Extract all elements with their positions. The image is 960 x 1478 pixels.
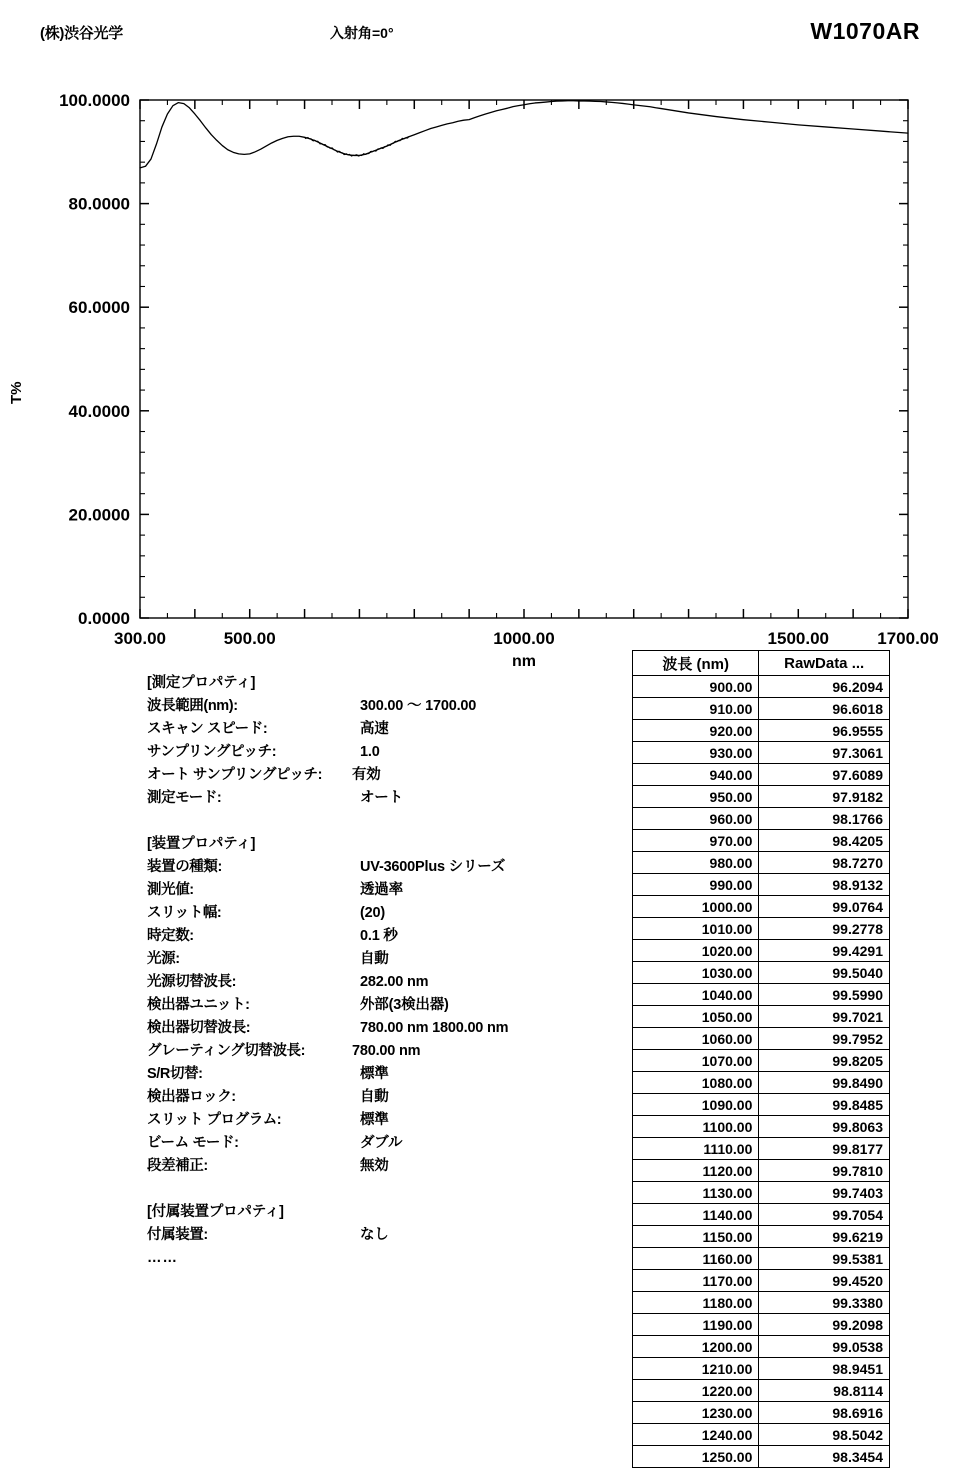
cell-wavelength: 970.00 bbox=[633, 830, 759, 852]
property-value: 自動 bbox=[360, 951, 389, 967]
table-row bbox=[633, 1358, 890, 1380]
property-row bbox=[147, 856, 627, 879]
x-axis-title: nm bbox=[512, 653, 536, 666]
cell-wavelength: 930.00 bbox=[633, 742, 759, 764]
table-row bbox=[633, 1072, 890, 1094]
property-row bbox=[147, 994, 627, 1017]
x-tick-label: 1500.00 bbox=[767, 629, 830, 648]
property-row bbox=[147, 1155, 627, 1178]
x-tick-label: 1700.00 bbox=[877, 629, 939, 648]
company-name: (株)渋谷光学 bbox=[40, 25, 123, 42]
table-row bbox=[633, 1050, 890, 1072]
spacer bbox=[147, 1178, 627, 1201]
cell-wavelength: 1010.00 bbox=[633, 918, 759, 940]
property-key: 検出器切替波長: bbox=[147, 1020, 251, 1036]
cell-rawdata: 98.9132 bbox=[759, 874, 890, 896]
y-axis-title: T% bbox=[8, 381, 25, 404]
table-row bbox=[633, 940, 890, 962]
property-row bbox=[147, 1109, 627, 1132]
cell-wavelength: 980.00 bbox=[633, 852, 759, 874]
cell-wavelength: 1000.00 bbox=[633, 896, 759, 918]
property-value: 標準 bbox=[360, 1066, 389, 1082]
property-value: 0.1 秒 bbox=[360, 928, 398, 944]
property-key: 光源切替波長: bbox=[147, 974, 237, 990]
column-header-wavelength: 波長 (nm) bbox=[633, 651, 759, 676]
property-value: 無効 bbox=[360, 1158, 389, 1174]
property-value: 300.00 ～ 1700.00 bbox=[360, 698, 477, 714]
cell-wavelength: 1130.00 bbox=[633, 1182, 759, 1204]
property-value: ダブル bbox=[360, 1135, 403, 1151]
property-row bbox=[147, 1086, 627, 1109]
property-row bbox=[147, 718, 627, 741]
table-row bbox=[633, 1006, 890, 1028]
cell-wavelength: 1230.00 bbox=[633, 1402, 759, 1424]
property-row bbox=[147, 1224, 627, 1247]
cell-rawdata: 97.9182 bbox=[759, 786, 890, 808]
property-key: 時定数: bbox=[147, 928, 194, 944]
cell-rawdata: 99.8490 bbox=[759, 1072, 890, 1094]
measurement-properties-heading: [測定プロパティ] bbox=[147, 675, 256, 691]
property-key: 測定モード: bbox=[147, 790, 222, 806]
column-header-rawdata: RawData ... bbox=[759, 651, 890, 676]
x-tick-label: 1000.00 bbox=[493, 629, 555, 648]
y-tick-label: 60.0000 bbox=[68, 298, 130, 318]
property-key: S/R切替: bbox=[147, 1066, 203, 1082]
spectrum-curve bbox=[140, 101, 908, 168]
spectrum-plot bbox=[0, 86, 960, 666]
accessory-properties-heading: [付属装置プロパティ] bbox=[147, 1204, 284, 1220]
table-row bbox=[633, 1160, 890, 1182]
cell-rawdata: 99.2098 bbox=[759, 1314, 890, 1336]
property-value: 有効 bbox=[352, 767, 381, 783]
property-row bbox=[147, 902, 627, 925]
cell-wavelength: 1240.00 bbox=[633, 1424, 759, 1446]
cell-rawdata: 99.6219 bbox=[759, 1226, 890, 1248]
table-row bbox=[633, 1226, 890, 1248]
property-key: 波長範囲(nm): bbox=[147, 698, 238, 714]
property-key: グレーティング切替波長: bbox=[147, 1043, 306, 1059]
table-row bbox=[633, 1314, 890, 1336]
cell-wavelength: 1120.00 bbox=[633, 1160, 759, 1182]
property-key: ビーム モード: bbox=[147, 1135, 239, 1151]
table-row bbox=[633, 720, 890, 742]
cell-rawdata: 99.3380 bbox=[759, 1292, 890, 1314]
incident-angle-label: 入射角=0° bbox=[330, 25, 394, 41]
accessory-properties bbox=[147, 1201, 627, 1270]
raw-data-table bbox=[632, 650, 890, 1468]
instrument-properties bbox=[147, 833, 627, 1178]
y-tick-label: 0.0000 bbox=[78, 609, 130, 628]
property-key: スリット プログラム: bbox=[147, 1112, 282, 1128]
cell-wavelength: 1150.00 bbox=[633, 1226, 759, 1248]
cell-wavelength: 1020.00 bbox=[633, 940, 759, 962]
cell-wavelength: 1210.00 bbox=[633, 1358, 759, 1380]
cell-rawdata: 98.5042 bbox=[759, 1424, 890, 1446]
property-row bbox=[147, 764, 627, 787]
cell-rawdata: 96.2094 bbox=[759, 676, 890, 698]
property-row bbox=[147, 948, 627, 971]
property-row bbox=[147, 787, 627, 810]
table-body bbox=[633, 676, 890, 1468]
cell-rawdata: 99.5040 bbox=[759, 962, 890, 984]
property-row bbox=[147, 741, 627, 764]
cell-rawdata: 96.9555 bbox=[759, 720, 890, 742]
property-value: 透過率 bbox=[360, 882, 403, 898]
property-value: 780.00 nm bbox=[352, 1043, 421, 1059]
cell-rawdata: 99.7021 bbox=[759, 1006, 890, 1028]
report-header bbox=[0, 18, 960, 50]
table-row bbox=[633, 808, 890, 830]
table-row bbox=[633, 830, 890, 852]
property-value: 外部(3検出器) bbox=[360, 997, 449, 1013]
property-value: (20) bbox=[360, 905, 385, 921]
property-value: UV-3600Plus シリーズ bbox=[360, 859, 506, 875]
cell-rawdata: 97.6089 bbox=[759, 764, 890, 786]
cell-wavelength: 1040.00 bbox=[633, 984, 759, 1006]
table-row bbox=[633, 786, 890, 808]
table-row bbox=[633, 962, 890, 984]
property-row bbox=[147, 971, 627, 994]
cell-wavelength: 920.00 bbox=[633, 720, 759, 742]
x-tick-label: 500.00 bbox=[223, 629, 276, 648]
table-row bbox=[633, 1138, 890, 1160]
measurement-properties bbox=[147, 672, 627, 810]
cell-rawdata: 99.5381 bbox=[759, 1248, 890, 1270]
property-key: 段差補正: bbox=[147, 1158, 208, 1174]
property-value: 1.0 bbox=[360, 744, 380, 760]
cell-wavelength: 1220.00 bbox=[633, 1380, 759, 1402]
property-key: サンプリングピッチ: bbox=[147, 744, 277, 760]
table-header-row bbox=[633, 651, 890, 676]
cell-rawdata: 99.8205 bbox=[759, 1050, 890, 1072]
table-row bbox=[633, 676, 890, 698]
table-row bbox=[633, 1292, 890, 1314]
property-key: 測光値: bbox=[147, 882, 194, 898]
cell-wavelength: 990.00 bbox=[633, 874, 759, 896]
table-row bbox=[633, 1424, 890, 1446]
cell-wavelength: 940.00 bbox=[633, 764, 759, 786]
cell-wavelength: 1160.00 bbox=[633, 1248, 759, 1270]
x-tick-label: 300.00 bbox=[114, 629, 166, 648]
cell-rawdata: 99.2778 bbox=[759, 918, 890, 940]
property-value: 高速 bbox=[360, 721, 389, 737]
table-row bbox=[633, 1402, 890, 1424]
cell-wavelength: 1180.00 bbox=[633, 1292, 759, 1314]
cell-rawdata: 99.5990 bbox=[759, 984, 890, 1006]
cell-rawdata: 99.7403 bbox=[759, 1182, 890, 1204]
property-key: オート サンプリングピッチ: bbox=[147, 767, 323, 783]
cell-rawdata: 98.6916 bbox=[759, 1402, 890, 1424]
transmittance-chart bbox=[0, 86, 960, 666]
property-value: 780.00 nm 1800.00 nm bbox=[360, 1020, 509, 1036]
cell-rawdata: 98.7270 bbox=[759, 852, 890, 874]
cell-rawdata: 99.8063 bbox=[759, 1116, 890, 1138]
property-value: 自動 bbox=[360, 1089, 389, 1105]
table-row bbox=[633, 1380, 890, 1402]
table-row bbox=[633, 896, 890, 918]
cell-wavelength: 1080.00 bbox=[633, 1072, 759, 1094]
cell-wavelength: 1200.00 bbox=[633, 1336, 759, 1358]
cell-rawdata: 98.9451 bbox=[759, 1358, 890, 1380]
property-value: 282.00 nm bbox=[360, 974, 429, 990]
instrument-properties-heading: [装置プロパティ] bbox=[147, 836, 256, 852]
cell-wavelength: 950.00 bbox=[633, 786, 759, 808]
y-tick-label: 80.0000 bbox=[68, 194, 130, 214]
cell-wavelength: 960.00 bbox=[633, 808, 759, 830]
table-row bbox=[633, 1204, 890, 1226]
table-row bbox=[633, 1446, 890, 1468]
table-row bbox=[633, 764, 890, 786]
cell-wavelength: 910.00 bbox=[633, 698, 759, 720]
sample-name: W1070AR bbox=[810, 18, 920, 44]
cell-rawdata: 98.4205 bbox=[759, 830, 890, 852]
cell-rawdata: 99.8177 bbox=[759, 1138, 890, 1160]
table-row bbox=[633, 852, 890, 874]
property-row bbox=[147, 695, 627, 718]
cell-rawdata: 99.8485 bbox=[759, 1094, 890, 1116]
cell-rawdata: 99.7054 bbox=[759, 1204, 890, 1226]
table-row bbox=[633, 1248, 890, 1270]
property-key: 装置の種類: bbox=[147, 859, 222, 875]
plot-frame bbox=[140, 100, 908, 618]
property-key: 光源: bbox=[147, 951, 180, 967]
properties-panel bbox=[147, 672, 627, 1270]
table-row bbox=[633, 742, 890, 764]
cell-wavelength: 1110.00 bbox=[633, 1138, 759, 1160]
cell-rawdata: 98.8114 bbox=[759, 1380, 890, 1402]
property-row bbox=[147, 1132, 627, 1155]
table-row bbox=[633, 1094, 890, 1116]
cell-wavelength: 1070.00 bbox=[633, 1050, 759, 1072]
y-tick-label: 100.0000 bbox=[59, 91, 130, 110]
table-row bbox=[633, 1116, 890, 1138]
property-row bbox=[147, 1063, 627, 1086]
table-row bbox=[633, 984, 890, 1006]
cell-rawdata: 97.3061 bbox=[759, 742, 890, 764]
cell-wavelength: 1100.00 bbox=[633, 1116, 759, 1138]
cell-rawdata: 98.3454 bbox=[759, 1446, 890, 1468]
property-value: 標準 bbox=[360, 1112, 389, 1128]
cell-wavelength: 1050.00 bbox=[633, 1006, 759, 1028]
cell-wavelength: 900.00 bbox=[633, 676, 759, 698]
y-tick-label: 40.0000 bbox=[68, 401, 130, 421]
spectrum-curve-noise bbox=[305, 136, 409, 156]
cell-wavelength: 1250.00 bbox=[633, 1446, 759, 1468]
property-row bbox=[147, 1040, 627, 1063]
cell-rawdata: 99.0538 bbox=[759, 1336, 890, 1358]
property-row bbox=[147, 925, 627, 948]
cell-wavelength: 1190.00 bbox=[633, 1314, 759, 1336]
cell-wavelength: 1170.00 bbox=[633, 1270, 759, 1292]
cell-rawdata: 99.4520 bbox=[759, 1270, 890, 1292]
table-row bbox=[633, 1028, 890, 1050]
table-row bbox=[633, 1182, 890, 1204]
property-value: なし bbox=[360, 1227, 389, 1243]
table-row bbox=[633, 1270, 890, 1292]
property-key: 付属装置: bbox=[147, 1227, 208, 1243]
property-key: 検出器ロック: bbox=[147, 1089, 236, 1105]
property-value: オート bbox=[360, 790, 403, 806]
cell-wavelength: 1090.00 bbox=[633, 1094, 759, 1116]
cell-rawdata: 98.1766 bbox=[759, 808, 890, 830]
property-row bbox=[147, 879, 627, 902]
cell-wavelength: 1060.00 bbox=[633, 1028, 759, 1050]
table-row bbox=[633, 874, 890, 896]
property-key: スキャン スピード: bbox=[147, 721, 268, 737]
cell-rawdata: 99.7810 bbox=[759, 1160, 890, 1182]
y-tick-label: 20.0000 bbox=[68, 505, 130, 525]
truncation-ellipsis: …… bbox=[147, 1250, 178, 1266]
cell-rawdata: 99.0764 bbox=[759, 896, 890, 918]
property-key: 検出器ユニット: bbox=[147, 997, 250, 1013]
cell-rawdata: 96.6018 bbox=[759, 698, 890, 720]
cell-wavelength: 1030.00 bbox=[633, 962, 759, 984]
table-row bbox=[633, 918, 890, 940]
cell-wavelength: 1140.00 bbox=[633, 1204, 759, 1226]
property-row bbox=[147, 1017, 627, 1040]
table-row bbox=[633, 1336, 890, 1358]
cell-rawdata: 99.4291 bbox=[759, 940, 890, 962]
table-row bbox=[633, 698, 890, 720]
spacer bbox=[147, 810, 627, 833]
cell-rawdata: 99.7952 bbox=[759, 1028, 890, 1050]
property-key: スリット幅: bbox=[147, 905, 222, 921]
